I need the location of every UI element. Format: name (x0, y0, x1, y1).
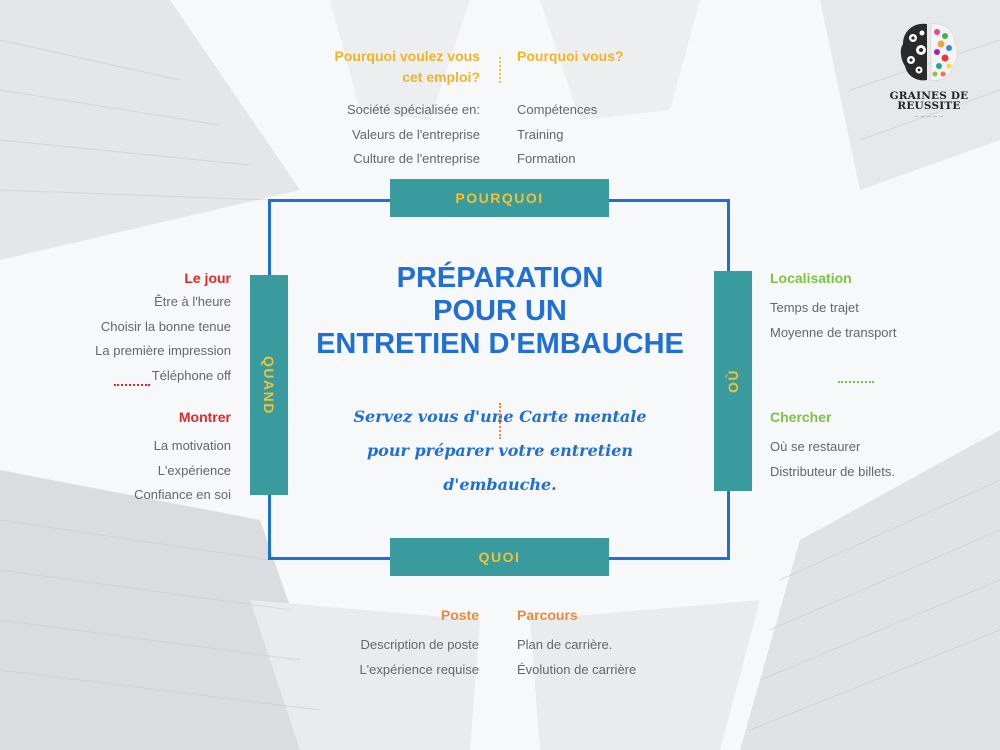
title-line1: PRÉPARATION (396, 262, 604, 294)
logo-line2: REUSSITE (897, 100, 961, 112)
section-pourquoi-vous (517, 46, 717, 172)
list-item: L'expérience requise (359, 661, 479, 677)
bar-ou (714, 271, 752, 491)
list-item: Moyenne de transport (770, 324, 897, 340)
list-item: La première impression (95, 343, 231, 358)
list-item: La motivation (153, 438, 231, 453)
section-pourquoi-emploi (280, 46, 480, 172)
list-item: Formation (517, 151, 576, 166)
title-line2: POUR UN (433, 295, 567, 327)
heading-parcours: Parcours (517, 607, 578, 623)
right-divider (838, 381, 874, 383)
list-item: Confiance en soi (134, 487, 231, 502)
list-item: Compétences (517, 102, 598, 117)
heading-localisation: Localisation (770, 270, 852, 286)
list-item: Société spécialisée en: (347, 102, 480, 117)
heading-pourquoi-emploi-line1: Pourquoi voulez vous (334, 48, 480, 64)
section-poste (280, 605, 479, 682)
center-frame (268, 199, 730, 560)
heading-le-jour: Le jour (184, 270, 231, 286)
top-divider (499, 57, 501, 83)
bar-quoi-label: QUOI (478, 549, 521, 565)
list-item: Plan de carrière. (517, 637, 613, 652)
left-divider (114, 384, 150, 386)
list-item: Évolution de carrière (517, 661, 637, 677)
section-montrer (40, 407, 231, 508)
section-le-jour (40, 268, 231, 388)
heading-pourquoi-emploi-line2: cet emploi? (402, 69, 480, 85)
logo (888, 20, 970, 118)
bar-pourquoi-label: POURQUOI (455, 190, 544, 206)
subtitle-line3: d'embauche. (443, 475, 557, 494)
list-item: Temps de trajet (770, 300, 859, 315)
logo-underline: — — — — — (914, 113, 944, 118)
heading-pourquoi-vous: Pourquoi vous? (517, 48, 624, 64)
heading-chercher: Chercher (770, 409, 832, 425)
subtitle-line1: Servez vous d'une Carte mentale (353, 407, 647, 426)
list-item: Choisir la bonne tenue (100, 318, 231, 334)
bar-pourquoi (390, 179, 609, 217)
section-parcours (517, 605, 717, 682)
list-item: Description de poste (360, 637, 479, 652)
heading-montrer: Montrer (178, 409, 231, 425)
bar-quoi (390, 538, 609, 576)
list-item: L'expérience (157, 462, 231, 478)
bar-quand-label: QUAND (261, 355, 277, 415)
main-title (290, 262, 710, 361)
brain-gears-icon (897, 20, 961, 86)
list-item: Training (517, 126, 564, 142)
list-item: Culture de l'entreprise (353, 151, 480, 166)
bar-ou-label: OÙ (725, 369, 741, 393)
subtitle-divider (499, 403, 501, 439)
section-localisation (770, 268, 970, 345)
list-item: Être à l'heure (154, 294, 231, 309)
heading-poste: Poste (440, 607, 479, 623)
bar-quand (250, 275, 288, 495)
list-item: Téléphone off (151, 367, 231, 383)
title-line3: ENTRETIEN D'EMBAUCHE (316, 328, 684, 360)
subtitle-line2: pour préparer votre entretien (366, 441, 634, 460)
logo-line1: GRAINES DE (889, 90, 969, 102)
list-item: Distributeur de billets. (770, 463, 895, 479)
section-chercher (770, 407, 970, 484)
list-item: Valeurs de l'entreprise (352, 126, 480, 142)
list-item: Où se restaurer (770, 439, 861, 454)
